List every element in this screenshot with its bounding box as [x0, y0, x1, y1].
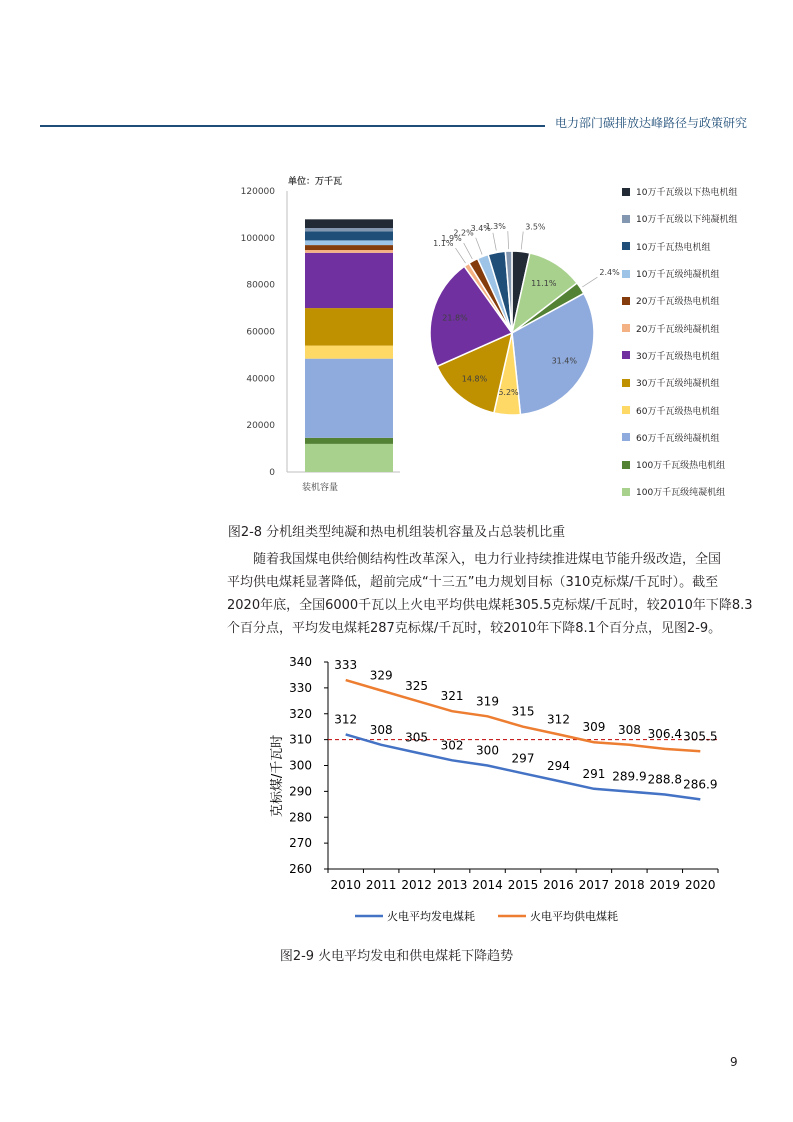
data-label: 329	[369, 668, 393, 683]
y-tick-label: 340	[289, 655, 312, 669]
bar-segment	[305, 245, 393, 250]
legend-label: 100万千瓦级纯凝机组	[636, 488, 726, 499]
legend-label: 火电平均发电煤耗	[387, 910, 475, 923]
legend-label: 20万千瓦级热电机组	[636, 297, 720, 308]
x-tick-label: 2010	[330, 878, 362, 892]
x-tick-label: 2015	[507, 878, 539, 892]
line-series	[328, 658, 718, 799]
y-tick-label: 100000	[240, 233, 275, 244]
y-tick-label: 320	[289, 706, 312, 721]
legend-swatch	[622, 351, 630, 359]
legend-swatch	[622, 297, 630, 305]
pie-label: 5.2%	[498, 387, 519, 397]
legend-swatch	[622, 488, 630, 496]
y-tick-label: 300	[289, 758, 312, 773]
bar-segment	[305, 359, 393, 438]
data-label: 286.9	[683, 777, 718, 792]
legend-swatch	[622, 215, 630, 223]
bar-segment	[305, 219, 393, 228]
y-tick-label: 280	[289, 810, 312, 825]
legend-swatch	[622, 433, 630, 441]
legend-label: 10万千瓦级纯凝机组	[636, 270, 720, 281]
data-label: 309	[582, 720, 606, 735]
bar-segment	[305, 240, 393, 245]
bar-category-label: 装机容量	[301, 483, 339, 493]
paragraph-line: 平均供电煤耗显著降低，超前完成“十三五”电力规划目标（310克标煤/千瓦时）。截至	[227, 575, 719, 590]
legend-item	[622, 478, 772, 505]
legend-swatch	[622, 461, 630, 469]
legend-swatch	[622, 379, 630, 387]
legend-label: 60万千瓦级纯凝机组	[636, 433, 720, 444]
paragraph-line: 2020年底，全国6000千瓦以上火电平均供电煤耗305.5克标煤/千瓦时，较2010年下降8.3	[227, 598, 753, 613]
body-paragraph	[227, 548, 753, 640]
x-tick-label: 2020	[684, 878, 716, 892]
x-tick-label: 2016	[543, 878, 574, 892]
legend-item	[622, 233, 772, 260]
legend-label: 10万千瓦级以下纯凝机组	[636, 215, 738, 226]
pie-label: 1.3%	[485, 222, 506, 232]
header-title: 电力部门碳排放达峰路径与政策研究	[555, 116, 748, 130]
x-tick-label: 2017	[578, 878, 610, 892]
y-tick-label: 80000	[246, 280, 275, 291]
y-tick-label: 20000	[246, 421, 275, 432]
legend-swatch	[622, 242, 630, 250]
pie-label: 2.2%	[453, 228, 474, 238]
bar-segment	[305, 231, 393, 240]
page-number: 9	[730, 1055, 738, 1069]
figure-2-8-caption: 图2-8 分机组类型纯凝和热电机组装机容量及占总装机比重	[227, 525, 566, 540]
bar-segment	[305, 250, 393, 253]
legend-label: 20万千瓦级纯凝机组	[636, 324, 720, 335]
bar-segment	[305, 253, 393, 308]
pie-label: 1.9%	[441, 234, 462, 244]
unit-label: 单位：万千瓦	[288, 177, 343, 187]
bar-segment	[305, 346, 393, 359]
data-label: 312	[334, 712, 358, 727]
x-tick-label: 2019	[649, 878, 681, 892]
legend-item	[622, 205, 772, 232]
data-label: 321	[440, 689, 464, 704]
legend-swatch	[622, 406, 630, 414]
legend-item	[622, 178, 772, 205]
pie-label: 1.1%	[433, 239, 454, 249]
data-label: 305	[405, 730, 429, 745]
bar-segment	[305, 438, 393, 444]
pie-leader-line	[508, 231, 509, 249]
legend-item	[622, 424, 772, 451]
data-label: 308	[369, 722, 393, 737]
legend-item	[622, 260, 772, 287]
pie-label: 3.4%	[470, 223, 491, 233]
x-tick-label: 2012	[401, 878, 432, 892]
pie-label: 14.8%	[461, 374, 488, 384]
bar-segment	[305, 444, 393, 472]
legend-label: 30万千瓦级纯凝机组	[636, 379, 720, 390]
legend-label: 10万千瓦级以下热电机组	[636, 188, 738, 199]
pie-leader-line	[456, 248, 466, 263]
paragraph-line: 个百分点，平均发电煤耗287克标煤/千瓦时，较2010年下降8.1个百分点，见图2-9。	[227, 621, 722, 636]
y-tick-label: 310	[289, 732, 312, 747]
legend-label: 10万千瓦热电机组	[636, 242, 711, 253]
pie-label: 31.4%	[551, 356, 578, 366]
pie-label: 3.5%	[525, 222, 546, 232]
data-label: 308	[617, 722, 641, 737]
line-legend	[355, 909, 618, 923]
y-tick-label: 260	[289, 862, 312, 876]
pie-leader-line	[464, 243, 473, 259]
data-label: 319	[476, 694, 499, 709]
x-tick-label: 2018	[614, 878, 645, 892]
y-axis-label: 克标煤/千瓦时	[270, 734, 285, 818]
data-label: 300	[476, 743, 499, 758]
legend-item	[622, 396, 772, 423]
series-line	[346, 734, 701, 799]
y-tick-label: 330	[289, 680, 312, 695]
stacked-bar	[305, 219, 393, 472]
legend-item	[622, 287, 772, 314]
pie-leader-line	[493, 233, 496, 251]
legend-item	[622, 451, 772, 478]
data-label: 288.8	[647, 772, 682, 787]
data-label: 289.9	[612, 769, 647, 784]
y-tick-label: 270	[289, 836, 312, 851]
data-label: 325	[405, 678, 429, 693]
y-tick-label: 120000	[240, 187, 275, 197]
y-tick-label: 290	[289, 784, 312, 799]
figure-2-9-caption: 图2-9 火电平均发电和供电煤耗下降趋势	[279, 949, 514, 964]
x-tick-label: 2014	[472, 878, 503, 892]
legend-swatch	[622, 270, 630, 278]
legend-label: 30万千瓦级热电机组	[636, 351, 720, 362]
data-label: 333	[334, 658, 358, 673]
data-label: 306.4	[647, 726, 682, 741]
legend-swatch	[622, 188, 630, 196]
pie-label: 21.8%	[442, 313, 468, 323]
figure-2-9	[255, 650, 745, 935]
data-label: 302	[440, 738, 464, 753]
legend-label: 火电平均供电煤耗	[530, 910, 618, 923]
data-label: 291	[582, 766, 606, 781]
bar-segment	[305, 228, 393, 231]
pie-leader-line	[521, 232, 523, 250]
data-label: 297	[511, 751, 535, 766]
data-label: 294	[547, 759, 570, 773]
pie-leader-line	[582, 277, 597, 287]
legend-item	[622, 342, 772, 369]
data-label: 312	[547, 712, 570, 727]
y-tick-label: 0	[269, 468, 275, 478]
y-tick-label: 40000	[246, 374, 275, 385]
paragraph-line: 随着我国煤电供给侧结构性改革深入，电力行业持续推进煤电节能升级改造，全国	[253, 552, 722, 567]
pie-label: 11.1%	[531, 279, 557, 289]
legend-swatch	[622, 324, 630, 332]
legend-label: 100万千瓦级热电机组	[636, 461, 726, 472]
legend-label: 60万千瓦级热电机组	[636, 406, 720, 417]
x-tick-label: 2013	[436, 878, 468, 892]
legend-item	[622, 314, 772, 341]
data-label: 305.5	[683, 729, 718, 744]
x-tick-label: 2011	[365, 878, 397, 892]
pie-label: 2.4%	[599, 268, 620, 278]
figure-2-8	[230, 170, 630, 500]
pie-legend	[622, 178, 772, 506]
header-rule	[40, 125, 545, 127]
pie-chart	[430, 222, 620, 415]
legend-item	[622, 369, 772, 396]
bar-segment	[305, 308, 393, 345]
pie-leader-line	[476, 238, 482, 255]
y-tick-label: 60000	[246, 327, 275, 338]
data-label: 315	[511, 704, 535, 719]
